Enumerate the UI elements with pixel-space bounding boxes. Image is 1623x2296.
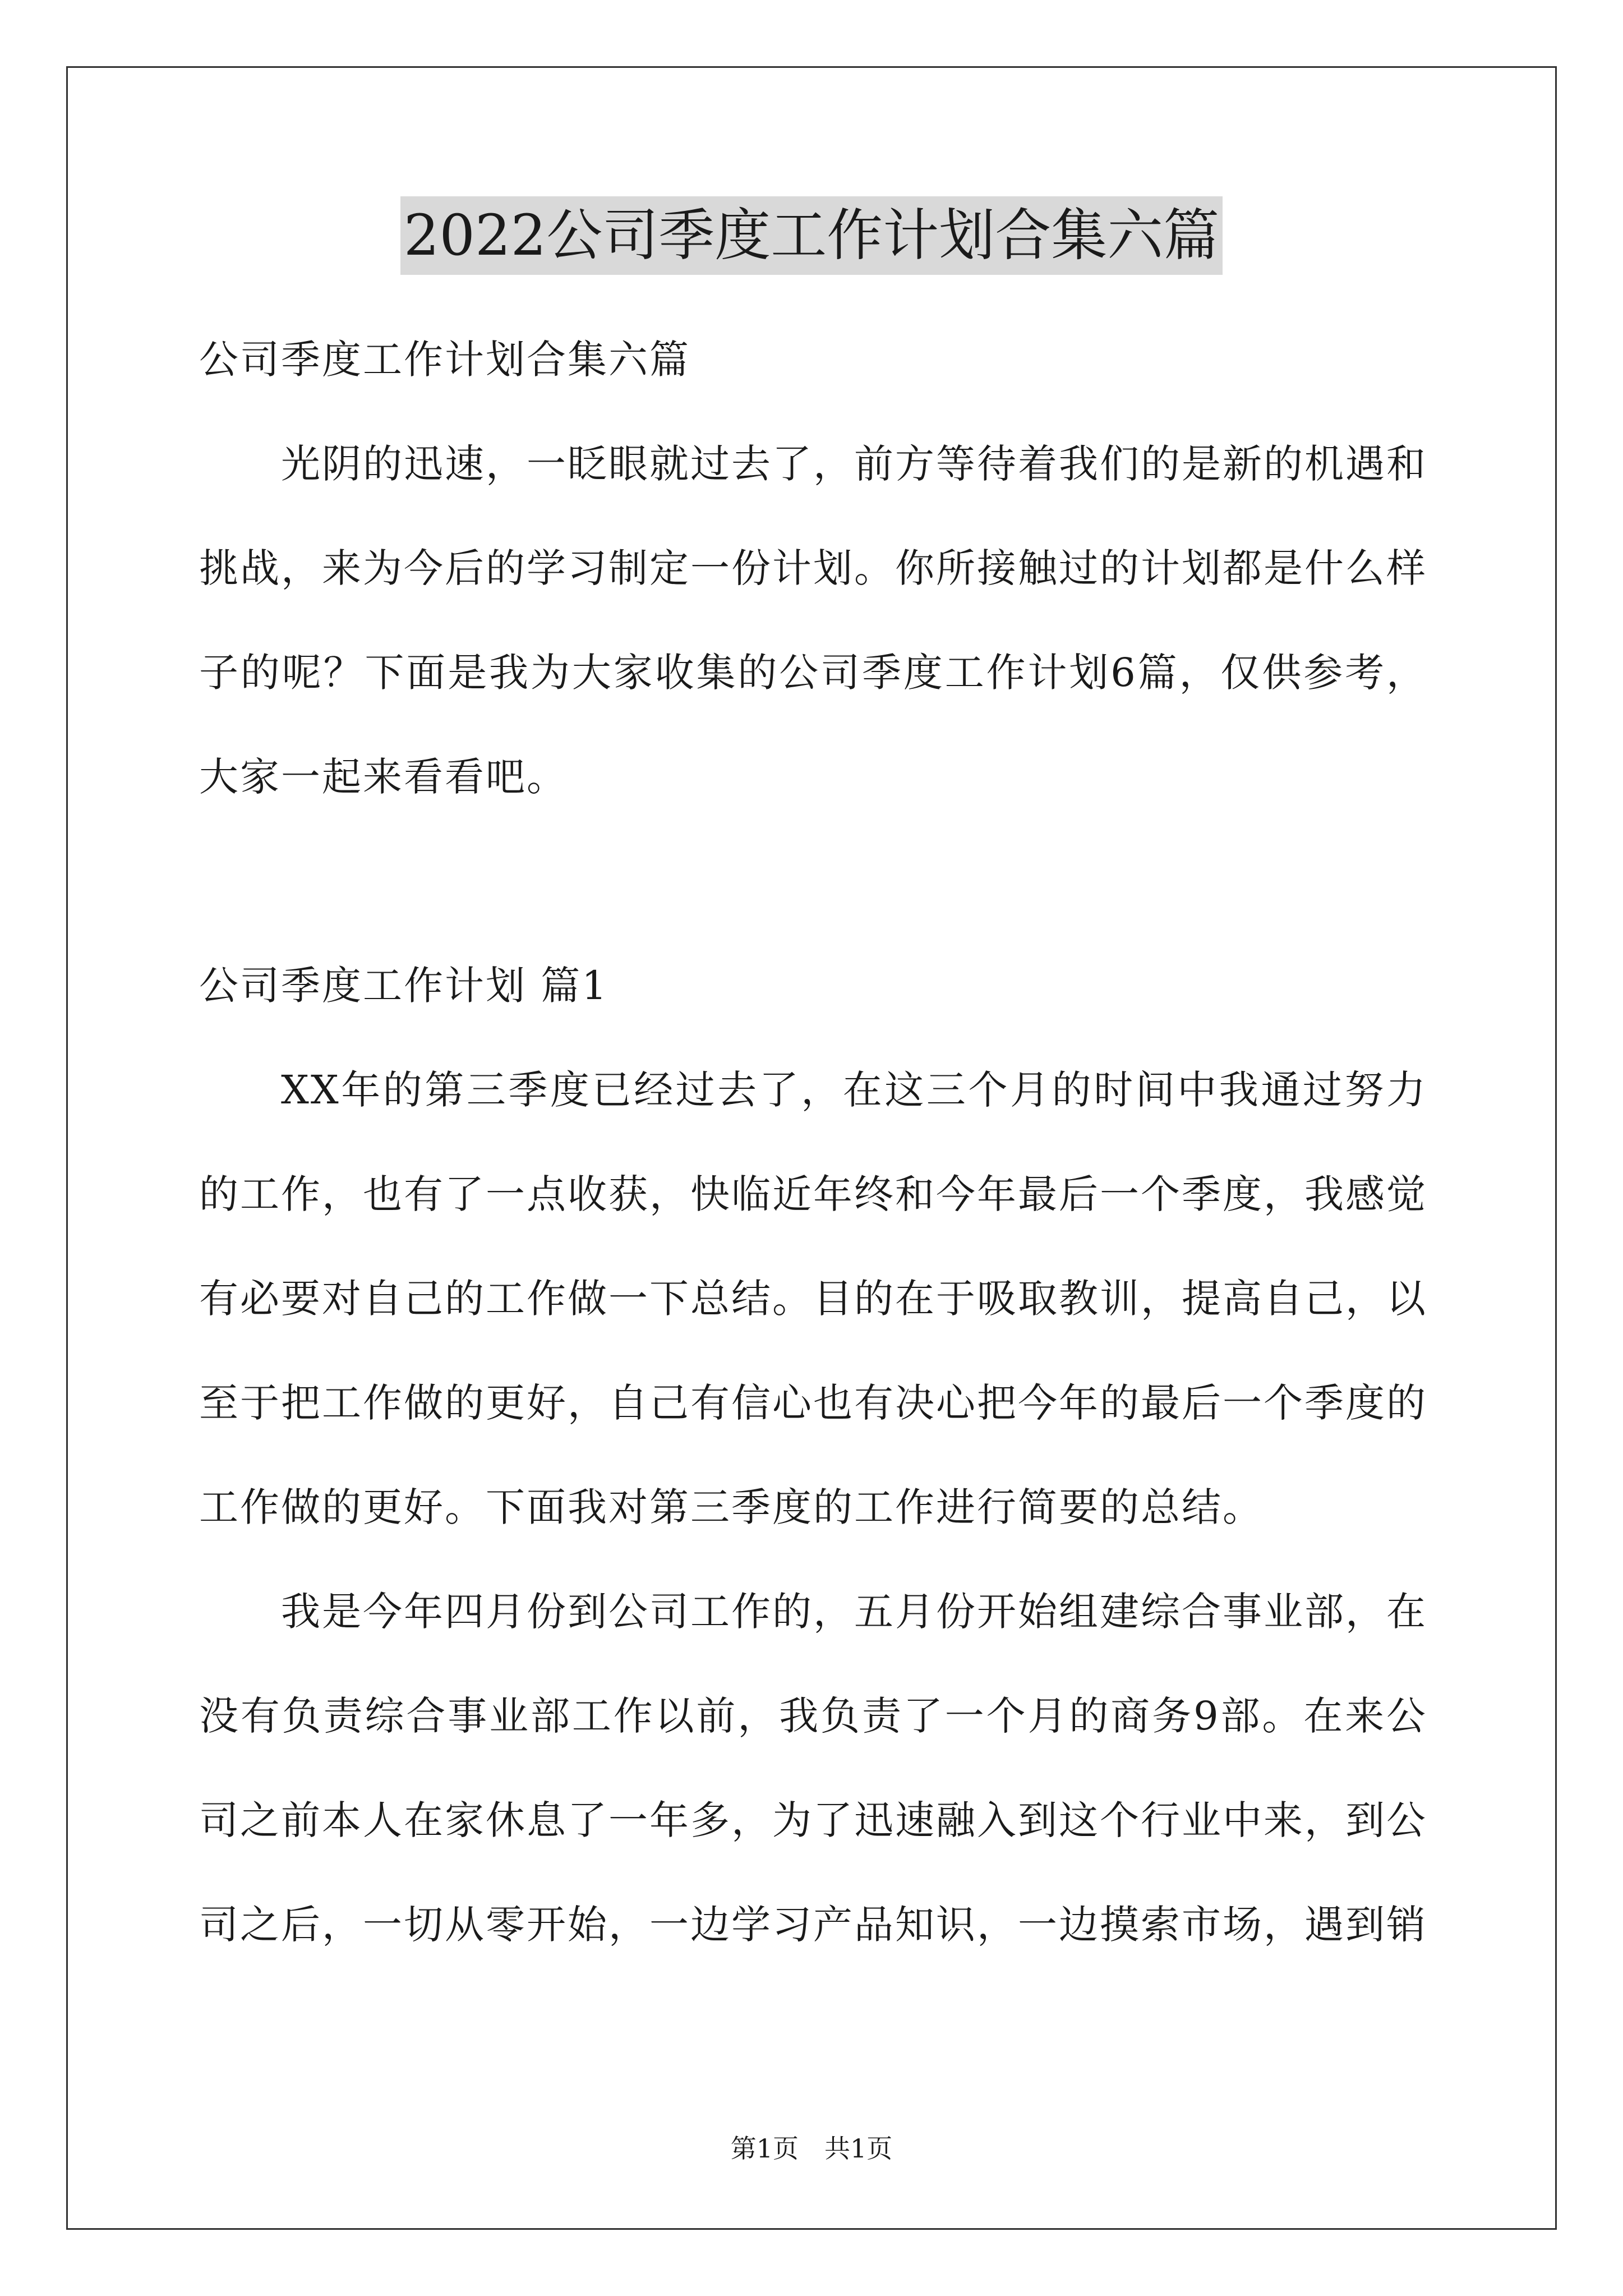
spacer: [199, 829, 1427, 933]
page-footer: 第1页 共1页: [730, 2133, 893, 2164]
intro-paragraph: 光阴的迅速，一眨眼就过去了，前方等待着我们的是新的机遇和挑战，来为今后的学习制定一份计划。你所接触过的计划都是什么样子的呢？下面是我为大家收集的公司季度工作计划6篇，仅供参考，大家一起来看看吧。: [199, 441, 1427, 800]
document-title: 2022公司季度工作计划合集六篇: [400, 196, 1223, 275]
document-subtitle: 公司季度工作计划合集六篇: [199, 337, 690, 383]
body-paragraph: 我是今年四月份到公司工作的，五月份开始组建综合事业部，在没有负责综合事业部工作以前，我负责了一个月的商务9部。在来公司之前本人在家休息了一年多，为了迅速融入到这个行业中来，到公司之后，一切从零开始，一边学习产品知识，一边摸索市场，遇到销: [199, 1589, 1427, 1948]
title-container: [0, 196, 1623, 275]
section-heading: 公司季度工作计划 篇1: [199, 963, 608, 1009]
body-paragraph: XX年的第三季度已经过去了，在这三个月的时间中我通过努力的工作，也有了一点收获，快临近年终和今年最后一个季度，我感觉有必要对自己的工作做一下总结。目的在于吸取教训，提高自己，以至于把工作做的更好，自己有信心也有决心把今年的最后一个季度的工作做的更好。下面我对第三季度的工作进行简要的总结。: [199, 1067, 1427, 1530]
document-body: [199, 307, 1427, 1977]
